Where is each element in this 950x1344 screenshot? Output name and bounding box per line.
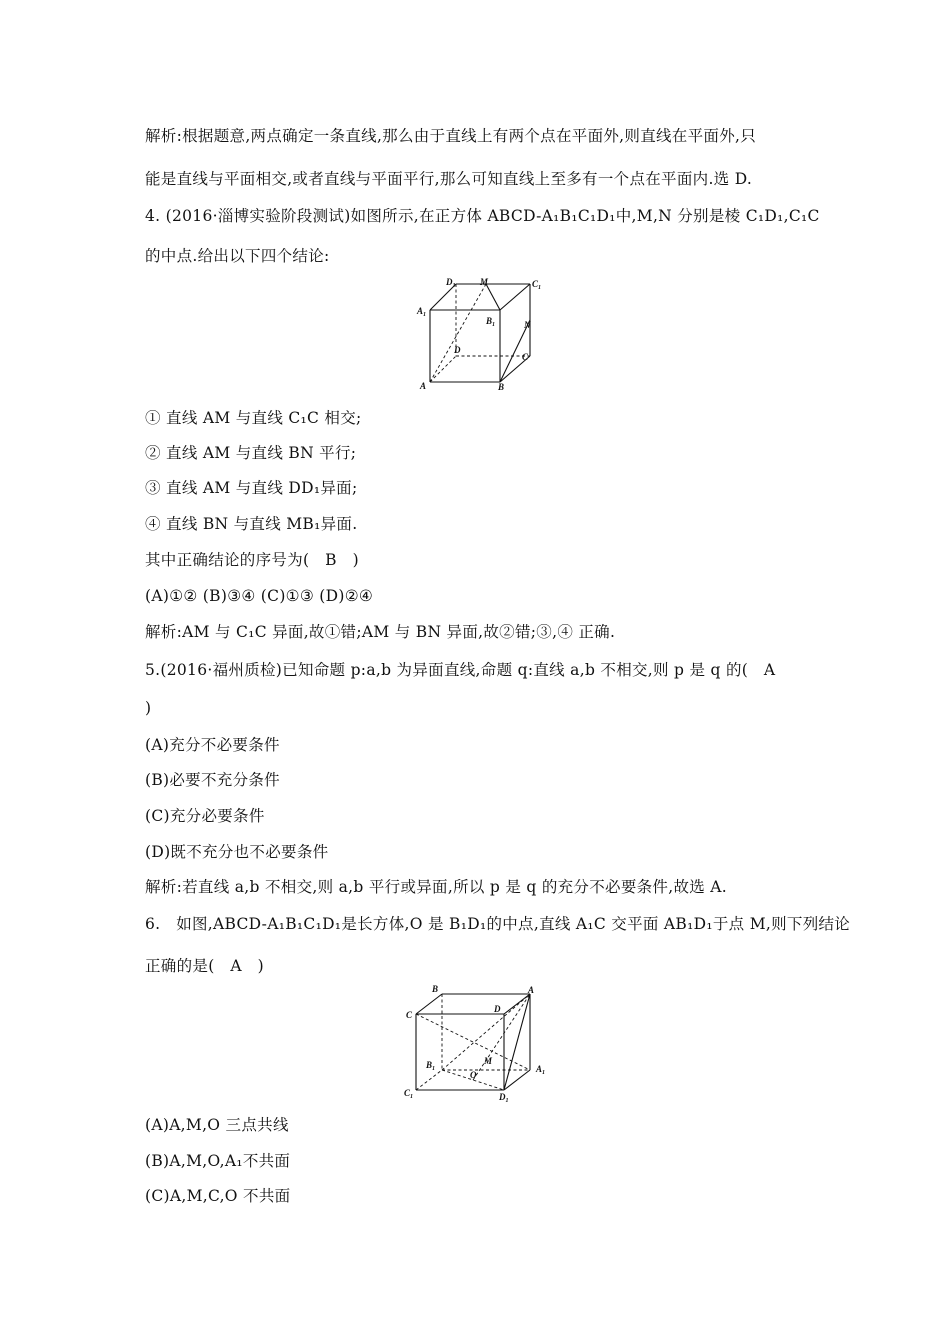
text-line: 正确的是( A )	[145, 957, 264, 975]
text-line: 能是直线与平面相交,或者直线与平面平行,那么可知直线上至多有一个点在平面内.选 D.	[145, 170, 753, 188]
choice-C: (C)A,M,C,O 不共面	[145, 1187, 291, 1205]
choice-B: (B)必要不充分条件	[145, 771, 280, 789]
solution-line: 解析:若直线 a,b 不相交,则 a,b 平行或异面,所以 p 是 q 的充分不必要条件,故选 A.	[145, 878, 727, 896]
label-A1: $A_1$	[417, 306, 427, 318]
label-B: B	[432, 984, 439, 994]
label-N: N	[524, 320, 531, 330]
label-M: M	[484, 1056, 493, 1066]
conclusion-2: ② 直线 AM 与直线 BN 平行;	[145, 444, 357, 462]
choice-A: (A)A,M,O 三点共线	[145, 1116, 289, 1134]
conclusion-1: ① 直线 AM 与直线 C₁C 相交;	[145, 409, 362, 427]
label-A: A	[420, 381, 427, 391]
text-line: 的中点.给出以下四个结论:	[145, 247, 330, 265]
label-M: M	[480, 277, 489, 287]
label-D1: $D_1$	[446, 277, 456, 289]
choice-A: (A)充分不必要条件	[145, 736, 280, 754]
label-C1: $C_1$	[404, 1088, 414, 1100]
solution-line: 解析:AM 与 C₁C 异面,故①错;AM 与 BN 异面,故②错;③,④ 正确.	[145, 623, 616, 641]
problem-4-heading: 4. (2016·淄博实验阶段测试)如图所示,在正方体 ABCD-A₁B₁C₁D₁中,M,N 分别是棱 C₁D₁,C₁C	[145, 207, 820, 225]
label-C: C	[406, 1010, 413, 1020]
choice-B: (B)A,M,O,A₁不共面	[145, 1152, 291, 1170]
conclusion-3: ③ 直线 AM 与直线 DD₁异面;	[145, 479, 358, 497]
choices-line: (A)①② (B)③④ (C)①③ (D)②④	[145, 587, 374, 605]
label-A: A	[528, 985, 535, 995]
label-B1: $B_1$	[486, 316, 496, 328]
choice-C: (C)充分必要条件	[145, 807, 265, 825]
cuboid-figure-2	[400, 984, 560, 1106]
text-line: 解析:根据题意,两点确定一条直线,那么由于直线上有两个点在平面外,则直线在平面外,只	[145, 127, 757, 145]
label-O: O	[470, 1070, 477, 1080]
choice-D: (D)既不充分也不必要条件	[145, 843, 329, 861]
label-B1: $B_1$	[426, 1060, 436, 1072]
problem-6-heading: 6. 如图,ABCD-A₁B₁C₁D₁是长方体,O 是 B₁D₁的中点,直线 A₁C 交平面 AB₁D₁于点 M,则下列结论	[145, 915, 851, 933]
label-B: B	[498, 382, 505, 392]
text-line: )	[145, 699, 152, 717]
question-line: 其中正确结论的序号为( B )	[145, 551, 359, 569]
label-D: D	[494, 1004, 501, 1014]
conclusion-4: ④ 直线 BN 与直线 MB₁异面.	[145, 515, 358, 533]
problem-5-heading: 5.(2016·福州质检)已知命题 p:a,b 为异面直线,命题 q:直线 a,b 不相交,则 p 是 q 的( A	[145, 661, 776, 679]
label-C1: $C_1$	[532, 279, 542, 291]
cube-figure-1	[410, 276, 540, 394]
label-C: C	[522, 352, 529, 362]
label-D: D	[454, 345, 461, 355]
label-A1: $A_1$	[536, 1064, 546, 1076]
label-D1: $D_1$	[499, 1092, 509, 1104]
